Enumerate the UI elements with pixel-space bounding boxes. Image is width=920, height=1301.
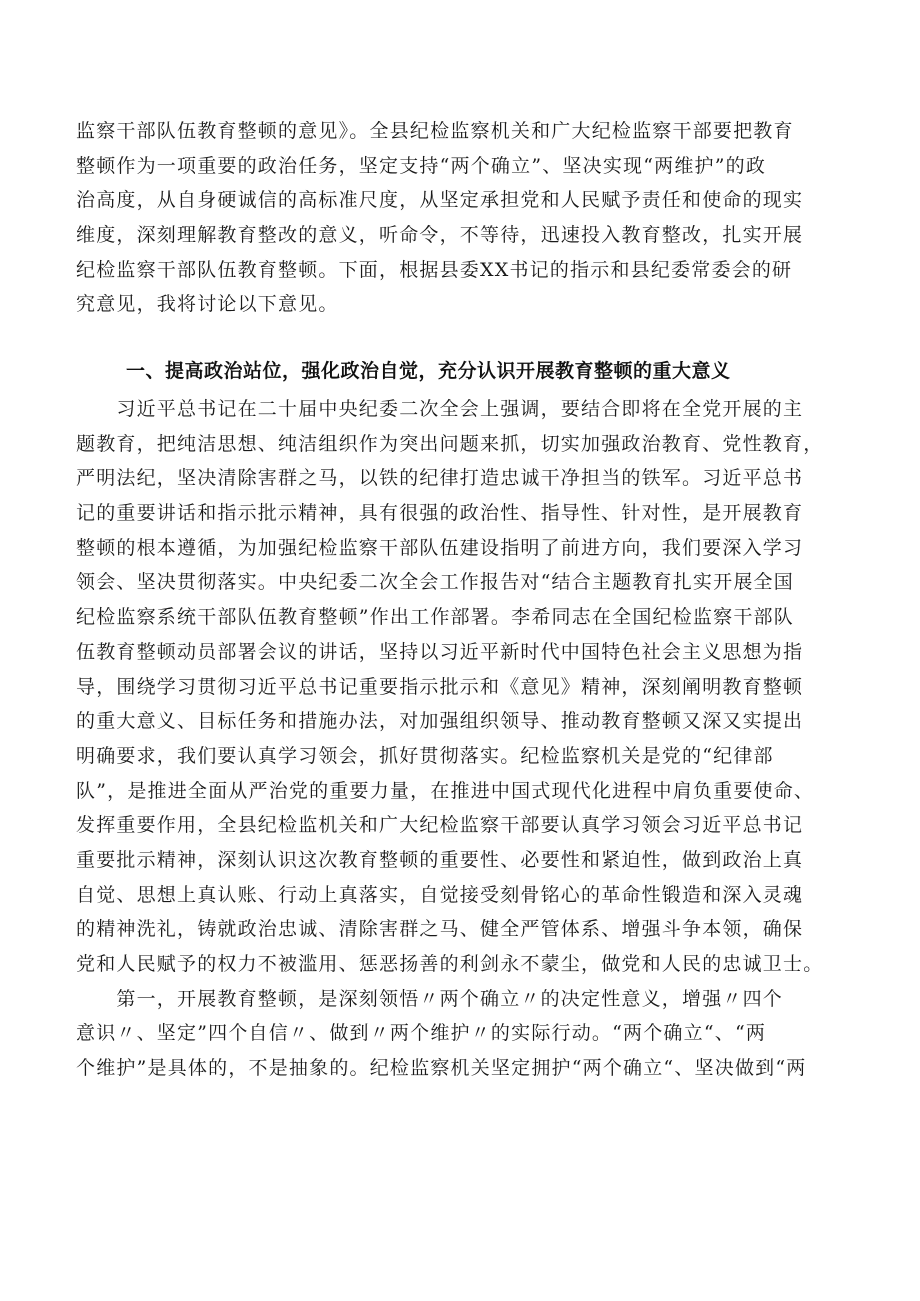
text-line: 题教育，把纯洁思想、纯洁组织作为突出问题来抓，切实加强政治教育、党性教育， xyxy=(76,432,824,455)
section-heading: 一、提高政治站位，强化政治自觉，充分认识开展教育整顿的重大意义 xyxy=(126,360,731,382)
text-line: 整顿的根本遵循，为加强纪检监察干部队伍建设指明了前进方向，我们要深入学习 xyxy=(76,536,804,559)
text-line: 的精神洗礼，铸就政治忠诚、清除害群之马、健全严管体系、增强斗争本领，确保 xyxy=(76,918,804,941)
text-line: 明确要求，我们要认真学习领会，抓好贯彻落实。纪检监察机关是党的“纪律部 xyxy=(76,744,774,767)
text-line: 队”，是推进全面从严治党的重要力量，在推进中国式现代化进程中肩负重要使命、 xyxy=(76,779,815,802)
text-line: 纪检监察系统干部队伍教育整顿”作出工作部署。李希同志在全国纪检监察干部队 xyxy=(76,606,794,629)
text-line: 重要批示精神，深刻认识这次教育整顿的重要性、必要性和紧迫性，做到政治上真 xyxy=(76,848,804,871)
text-line: 自觉、思想上真认账、行动上真落实，自觉接受刻骨铭心的革命性锻造和深入灵魂 xyxy=(76,883,804,906)
text-line: 维度，深刻理解教育整改的意义，听命令，不等待，迅速投入教育整改，扎实开展 xyxy=(76,224,804,247)
text-line: 第一，开展教育整顿，是深刻领悟〃两个确立〃的决定性意义，增强〃四个 xyxy=(76,987,784,1010)
text-line: 党和人民赋予的权力不被滥用、惩恶扬善的利剑永不蒙尘，做党和人民的忠诚卫士。 xyxy=(76,953,824,975)
text-line: 纪检监察干部队伍教育整顿。下面，根据县委XX书记的指示和县纪委常委会的研 xyxy=(76,258,793,281)
text-line: 伍教育整顿动员部署会议的讲话，坚持以习近平新时代中国特色社会主义思想为指 xyxy=(76,640,804,663)
text-line: 导，围绕学习贯彻习近平总书记重要指示批示和《意见》精神，深刻阐明教育整顿 xyxy=(76,675,804,698)
text-line: 个维护”是具体的，不是抽象的。纪检监察机关坚定拥护“两个确立“、坚决做到“两 xyxy=(76,1057,807,1080)
text-line: 严明法纪，坚决清除害群之马，以铁的纪律打造忠诚干净担当的铁军。习近平总书 xyxy=(76,467,804,490)
text-line: 整顿作为一项重要的政治任务，坚定支持“两个确立”、坚决实现“两维护”的政 xyxy=(76,154,767,177)
text-line: 治高度，从自身硬诚信的高标准尺度，从坚定承担党和人民赋予责任和使命的现实 xyxy=(76,189,804,212)
text-line: 究意见，我将讨论以下意见。 xyxy=(76,293,339,316)
text-line: 的重大意义、目标任务和措施办法，对加强组织领导、推动教育整顿又深又实提出 xyxy=(76,710,804,733)
text-line: 发挥重要作用，全县纪检监机关和广大纪检监察干部要认真学习领会习近平总书记 xyxy=(76,814,804,837)
text-line: 领会、坚决贯彻落实。中央纪委二次全会工作报告对“结合主题教育扎实开展全国 xyxy=(76,571,794,594)
intro-paragraph xyxy=(76,114,852,322)
body-paragraphs xyxy=(76,392,852,1086)
text-line: 意识〃、坚定”四个自信〃、做到〃两个维护〃的实际行动。“两个确立“、“两 xyxy=(76,1022,767,1045)
text-line: 监察干部队伍教育整顿的意见》。全县纪检监察机关和广大纪检监察干部要把教育 xyxy=(76,120,794,142)
text-line: 习近平总书记在二十届中央纪委二次全会上强调，要结合即将在全党开展的主 xyxy=(76,398,804,420)
text-line: 记的重要讲话和指示批示精神，具有很强的政治性、指导性、针对性，是开展教育 xyxy=(76,502,804,525)
